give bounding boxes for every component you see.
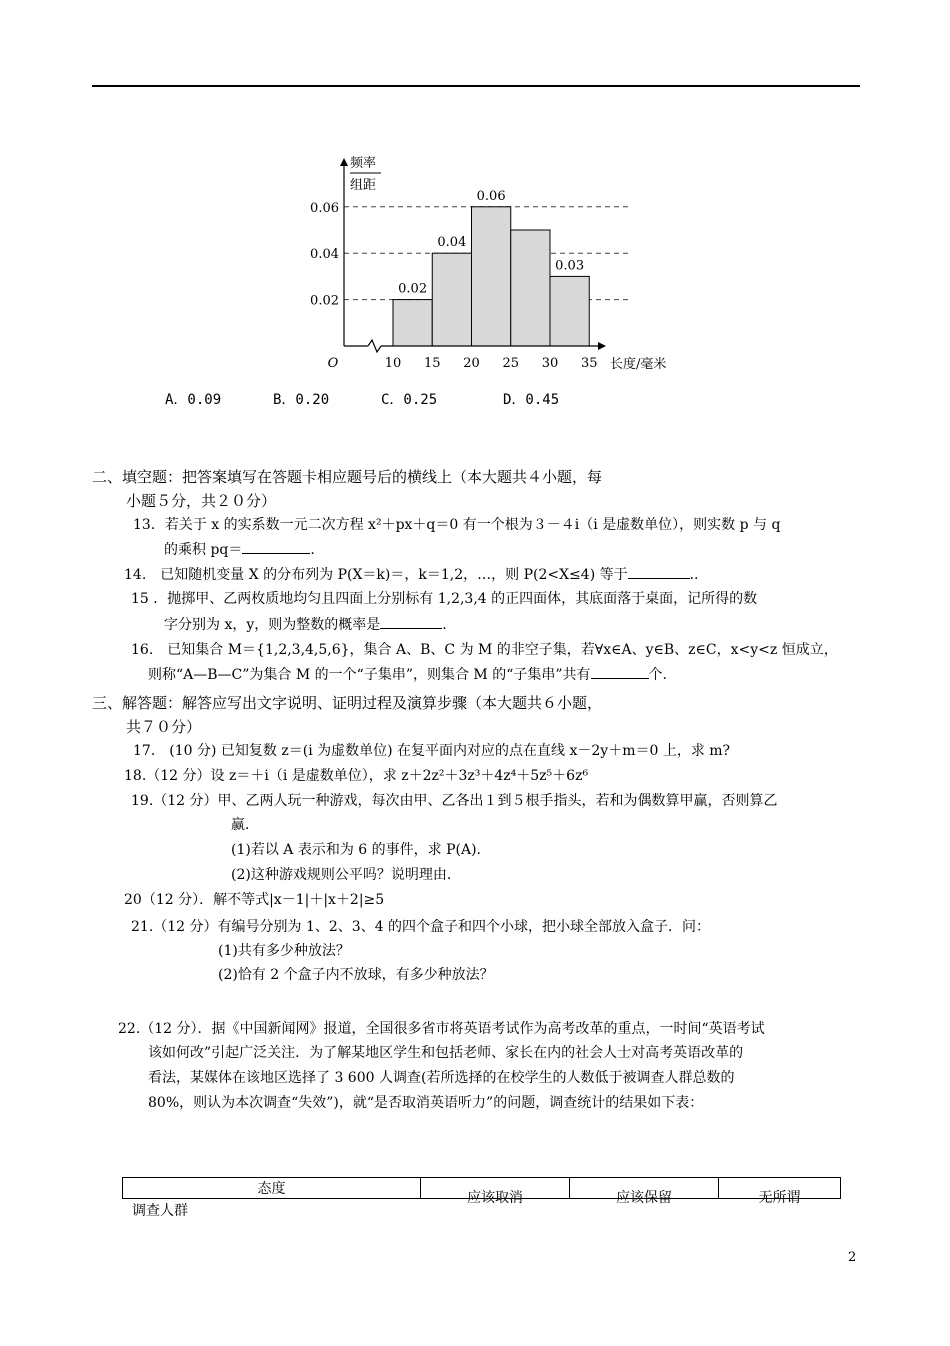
section3-title: 三、解答题：解答应写出文字说明、证明过程及演算步骤（本大题共６小题，	[92, 694, 603, 712]
table-header-indifferent	[719, 1178, 841, 1206]
question-15-cont	[164, 614, 447, 635]
answer-blank-15[interactable]	[380, 614, 442, 629]
histogram-bar	[511, 230, 550, 346]
question-17: 17. (10 分) 已知复数 z＝(i 为虚数单位) 在复平面内对应的点在直线 x－2y＋m＝0 上，求 m?	[133, 743, 731, 759]
table-header-keep-label: 应该保留	[616, 1190, 672, 1206]
question-22-line3: 看法，某媒体在该地区选择了 3 600 人调查(若所选择的在校学生的人数低于被调查人群总数的	[148, 1070, 735, 1086]
x-axis-arrow-icon	[598, 342, 606, 350]
bar-data-label: 0.02	[398, 281, 428, 297]
choice-c: C．0.25	[381, 392, 438, 408]
histogram-bar	[472, 207, 511, 346]
choice-a: A．0.09	[165, 392, 222, 408]
answer-blank-16[interactable]	[591, 664, 649, 679]
x-tick-label: 25	[502, 356, 520, 371]
x-tick-label: 35	[580, 356, 598, 371]
question-19-part1: (1)若以 A 表示和为 6 的事件，求 P(A).	[231, 842, 482, 858]
section3-title-cont: 共７０分）	[126, 718, 202, 736]
question-13: 13．若关于 x 的实系数一元二次方程 x²＋px＋q＝0 有一个根为３－４i（i 是虚数单位），则实数 p 与 q	[133, 517, 781, 533]
question-20: 20（12 分）．解不等式|x－1|＋|x＋2|≥5	[124, 892, 385, 908]
table-header-attitude-label: 态度	[257, 1181, 286, 1197]
question-22-line2: 该如何改”引起广泛关注．为了解某地区学生和包括老师、家长在内的社会人士对高考英语改革的	[148, 1045, 744, 1061]
histogram-bar	[393, 300, 432, 346]
question-21-part1: (1)共有多少种放法？	[218, 943, 350, 959]
table-header-keep	[570, 1178, 719, 1206]
question-14-text: 14. 已知随机变量 X 的分布列为 P(X＝k)＝，k＝1,2，…，则 P(2<X≤4) 等于	[124, 567, 628, 583]
x-tick-label: 20	[463, 356, 480, 371]
x-tick-label: 15	[423, 356, 441, 371]
question-13-text: 的乘积 pq＝	[164, 542, 243, 558]
x-tick-label: 30	[541, 356, 559, 371]
table-row	[123, 1178, 841, 1199]
page-number: 2	[848, 1250, 857, 1265]
y-axis-label-top: 频率	[350, 156, 377, 171]
question-16-cont	[148, 664, 667, 685]
histogram-bar	[432, 253, 471, 346]
question-15-text: 字分别为 x，y，则为整数的概率是	[164, 617, 381, 633]
question-18: 18.（12 分）设 z＝＋i（i 是虚数单位），求 z＋2z²＋3z³＋4z⁴＋5z⁵＋6z⁶	[124, 768, 589, 784]
question-21: 21.（12 分）有编号分别为 1、2、3、4 的四个盒子和四个小球，把小球全部放入盒子．问：	[131, 919, 711, 935]
y-axis-label-bottom: 组距	[350, 178, 377, 193]
question-19-cont: 赢.	[231, 817, 250, 833]
answer-blank-14[interactable]	[628, 564, 690, 579]
table-header-attitude	[123, 1178, 421, 1199]
bar-data-label: 0.06	[476, 188, 506, 204]
question-15: 15 ．抛掷甲、乙两枚质地均匀且四面上分别标有 1,2,3,4 的正四面体，其底面落于桌面，记所得的数	[131, 591, 758, 607]
question-13-end: .	[310, 542, 315, 558]
table-header-cancel	[421, 1178, 570, 1206]
section2-title-cont: 小题５分，共２０分）	[126, 492, 277, 510]
table-header-cancel-label: 应该取消	[467, 1190, 523, 1206]
question-15-end: .	[442, 617, 447, 633]
question-22: 22.（12 分）．据《中国新闻网》报道，全国很多省市将英语考试作为高考改革的重点，一时间“英语考试	[118, 1021, 765, 1037]
question-22-line4: 80%，则认为本次调查“失效”)，就“是否取消英语听力”的问题，调查统计的结果如下表：	[148, 1095, 704, 1111]
x-tick-label: 10	[384, 356, 402, 371]
x-axis-label: 长度/毫米	[610, 357, 667, 372]
origin-label: O	[327, 356, 339, 371]
question-13-cont	[164, 539, 315, 560]
axis-break-icon	[368, 340, 381, 352]
table-header-indifferent-label: 无所谓	[758, 1190, 801, 1206]
question-16-end: 个.	[648, 667, 667, 683]
y-axis-arrow-icon	[340, 158, 348, 166]
question-16: 16. 已知集合 M＝{1,2,3,4,5,6}，集合 A、B、C 为 M 的非空子集，若∀x∈A、y∈B、z∈C，x<y<z 恒成立，	[131, 642, 838, 658]
choice-b: B．0.20	[273, 392, 330, 408]
section2-title: 二、填空题：把答案填写在答题卡相应题号后的横线上（本大题共４小题，每	[92, 468, 603, 486]
question-21-part2: (2)恰有 2 个盒子内不放球，有多少种放法？	[218, 967, 494, 983]
question-19-part2: (2)这种游戏规则公平吗？说明理由.	[231, 867, 452, 883]
y-tick-label: 0.02	[310, 293, 339, 309]
bar-data-label: 0.04	[437, 235, 467, 251]
y-tick-label: 0.04	[310, 247, 339, 263]
bar-data-label: 0.03	[555, 258, 585, 274]
survey-table	[122, 1177, 841, 1206]
question-16-text: 则称“A—B—C”为集合 M 的一个“子集串”，则集合 M 的“子集串”共有	[148, 667, 591, 683]
question-14	[124, 564, 699, 585]
histogram-chart	[0, 0, 950, 390]
table-header-group: 调查人群	[132, 1203, 188, 1219]
histogram-bar	[550, 276, 589, 346]
question-14-end: ..	[689, 567, 699, 583]
choice-d: D．0.45	[503, 392, 560, 408]
answer-blank-13[interactable]	[242, 539, 310, 554]
y-tick-label: 0.06	[310, 200, 339, 216]
question-19: 19.（12 分）甲、乙两人玩一种游戏，每次由甲、乙各出１到５根手指头，若和为偶数算甲赢，否则算乙	[131, 793, 778, 809]
